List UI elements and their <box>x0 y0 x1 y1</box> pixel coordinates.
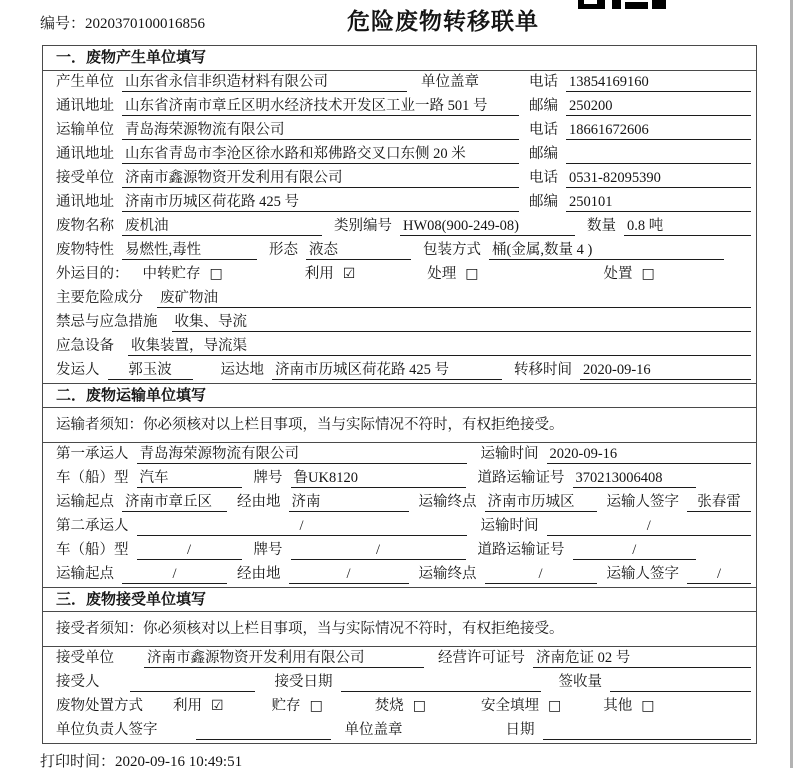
checkbox-icon: □ <box>641 266 655 282</box>
row-head-signature <box>43 719 756 743</box>
purpose-label: 外运目的： <box>56 266 129 282</box>
packing-value: 桶(金属,数量 4 ) <box>489 241 724 260</box>
origin-label: 运输起点 <box>56 566 114 582</box>
transfer-time-label: 转移时间 <box>514 362 572 378</box>
purpose-option-utilize <box>305 265 356 284</box>
row-receiver-address <box>43 191 756 215</box>
receiver-label: 接受单位 <box>56 170 114 186</box>
page-edge-strip <box>790 0 793 768</box>
option-label: 利用 <box>173 698 202 714</box>
endpoint-label: 运输终点 <box>418 566 477 582</box>
row-waste-character <box>43 239 756 263</box>
disposal-option-storage <box>272 697 323 716</box>
row-accept-unit <box>43 647 756 671</box>
endpoint-label: 运输终点 <box>418 494 477 510</box>
origin-label: 运输起点 <box>56 494 114 510</box>
purpose-option-transfer-storage <box>143 265 223 284</box>
disposal-option-utilize <box>173 697 224 716</box>
row-carrier1 <box>43 443 756 467</box>
via-label: 经由地 <box>237 566 281 582</box>
hazard-value: 废矿物油 <box>157 289 751 308</box>
zip-label: 邮编 <box>529 146 558 162</box>
receiver-phone-value: 0531-82095390 <box>566 169 751 188</box>
packing-label: 包装方式 <box>423 242 481 258</box>
disposal-method-label: 废物处置方式 <box>56 698 143 714</box>
vehicle1-value: 汽车 <box>137 469 242 488</box>
phone-label: 电话 <box>529 122 558 138</box>
checkbox-icon: □ <box>309 698 323 714</box>
producer-zip-value: 250200 <box>566 97 751 116</box>
transport-time-label: 运输时间 <box>480 446 539 462</box>
license1-value: 370213006408 <box>573 469 697 488</box>
qr-code-fragment-icon <box>578 0 666 10</box>
producer-phone-value: 13854169160 <box>566 73 751 92</box>
row-waste-name <box>43 215 756 239</box>
section1-title: 一．废物产生单位填写 <box>43 46 756 71</box>
zip-label: 邮编 <box>529 98 558 114</box>
permit-value: 济南危证 02 号 <box>533 649 751 668</box>
address-label: 通讯地址 <box>56 146 114 162</box>
row-vehicle2 <box>43 539 756 563</box>
license2-value: / <box>573 541 697 560</box>
purpose-option-dispose <box>604 265 655 284</box>
option-label: 利用 <box>304 266 334 282</box>
accept-unit-label: 接受单位 <box>56 650 114 666</box>
receiver-zip-value: 250101 <box>566 193 751 212</box>
unit-seal-label: 单位盖章 <box>421 74 479 90</box>
option-label: 处置 <box>603 266 633 282</box>
signed-amount-label: 签收量 <box>558 674 602 690</box>
destination-value: 济南市历城区荷花路 425 号 <box>272 361 502 380</box>
print-time-label: 打印时间： <box>40 754 116 770</box>
unit-seal-label: 单位盖章 <box>344 722 403 738</box>
accept-person-value <box>130 673 255 692</box>
transporter-label: 运输单位 <box>56 122 114 138</box>
transport-time-label: 运输时间 <box>480 518 539 534</box>
row-route2 <box>43 563 756 587</box>
disposal-option-incinerate <box>375 697 426 716</box>
character-label: 废物特性 <box>56 242 114 258</box>
option-label: 安全填埋 <box>481 698 540 714</box>
row-receiver <box>43 167 756 191</box>
address-label: 通讯地址 <box>56 98 114 114</box>
row-producer-address <box>43 95 756 119</box>
row-carrier2 <box>43 515 756 539</box>
option-label: 贮存 <box>271 698 301 714</box>
carrier1-time-value: 2020-09-16 <box>547 445 752 464</box>
quantity-label: 数量 <box>587 218 616 234</box>
equipment-label: 应急设备 <box>56 338 114 354</box>
transporter-address-value: 山东省青岛市李沧区徐水路和郑佛路交叉口东侧 20 米 <box>122 145 519 164</box>
head-sign-value <box>196 721 331 740</box>
producer-address-value: 山东省济南市章丘区明水经济技术开发区工业一路 501 号 <box>122 97 519 116</box>
option-label: 焚烧 <box>374 698 404 714</box>
transporter-zip-value <box>566 145 751 164</box>
vehicle-type-label: 车（船）型 <box>56 470 129 486</box>
row-purpose <box>43 263 756 287</box>
hazard-label: 主要危险成分 <box>56 290 143 306</box>
manifest-form <box>42 45 757 744</box>
category-label: 类别编号 <box>334 218 392 234</box>
transfer-time-value: 2020-09-16 <box>580 361 751 380</box>
checkbox-checked-icon: ☑ <box>342 266 356 282</box>
option-label: 处理 <box>427 266 457 282</box>
via-label: 经由地 <box>237 494 281 510</box>
doc-number-label: 编号： <box>40 16 86 32</box>
plate2-value: / <box>291 541 466 560</box>
vehicle2-value: / <box>137 541 242 560</box>
checkbox-icon: □ <box>641 698 655 714</box>
checkbox-checked-icon: ☑ <box>211 698 224 714</box>
receiver-notice: 接受者须知：你必须核对以上栏目事项，当与实际情况不符时，有权拒绝接受。 <box>43 612 756 647</box>
receiver-value: 济南市鑫源物资开发利用有限公司 <box>122 169 519 188</box>
date-value <box>543 721 752 740</box>
form-label: 形态 <box>269 242 298 258</box>
page-title: 危险废物转移联单 <box>347 9 539 34</box>
row-transporter <box>43 119 756 143</box>
checkbox-icon: □ <box>412 698 427 714</box>
via1-value: 济南 <box>289 493 409 512</box>
accept-date-label: 接受日期 <box>274 674 333 690</box>
transporter-phone-value: 18661672606 <box>566 121 751 140</box>
equipment-value: 收集装置，导流渠 <box>128 337 751 356</box>
carrier1-sign-value: 张春雷 <box>687 493 751 512</box>
zip-label: 邮编 <box>529 194 558 210</box>
producer-value: 山东省永信非织造材料有限公司 <box>122 73 407 92</box>
checkbox-icon: □ <box>548 698 562 714</box>
plate-label: 牌号 <box>253 470 283 486</box>
taboo-label: 禁忌与应急措施 <box>56 314 158 330</box>
receiver-address-value: 济南市历城区荷花路 425 号 <box>122 193 519 212</box>
carrier2-time-value: / <box>547 517 752 536</box>
endpoint2-value: / <box>485 565 597 584</box>
checkbox-icon: □ <box>465 266 479 282</box>
origin2-value: / <box>122 565 227 584</box>
category-value: HW08(900-249-08) <box>400 217 575 236</box>
taboo-value: 收集、导流 <box>172 313 752 332</box>
address-label: 通讯地址 <box>56 194 114 210</box>
print-time-value: 2020-09-16 10:49:51 <box>115 754 243 770</box>
row-vehicle1 <box>43 467 756 491</box>
checkbox-icon: □ <box>209 266 223 282</box>
vehicle-type-label: 车（船）型 <box>56 542 129 558</box>
date-label: 日期 <box>505 722 535 738</box>
plate1-value: 鲁UK8120 <box>291 469 466 488</box>
destination-label: 运达地 <box>220 362 264 378</box>
carrier2-value: / <box>137 517 467 536</box>
option-label: 其他 <box>603 698 633 714</box>
row-transporter-address <box>43 143 756 167</box>
row-disposal-method <box>43 695 756 719</box>
row-taboo-measures <box>43 311 756 335</box>
phone-label: 电话 <box>529 74 558 90</box>
section2-title: 二．废物运输单位填写 <box>43 383 756 408</box>
transporter-value: 青岛海荣源物流有限公司 <box>122 121 519 140</box>
shipper-label: 发运人 <box>56 362 100 378</box>
carrier-sign-label: 运输人签字 <box>606 566 679 582</box>
character-value: 易燃性,毒性 <box>122 241 257 260</box>
shipper-value: 郭玉波 <box>108 361 193 380</box>
quantity-value: 0.8 吨 <box>624 217 751 236</box>
road-license-label: 道路运输证号 <box>477 470 565 486</box>
head-sign-label: 单位负责人签字 <box>56 722 158 738</box>
road-license-label: 道路运输证号 <box>477 542 565 558</box>
accept-unit-value: 济南市鑫源物资开发利用有限公司 <box>144 649 424 668</box>
signed-amount-value <box>610 673 751 692</box>
carrier-sign-label: 运输人签字 <box>606 494 679 510</box>
producer-label: 产生单位 <box>56 74 114 90</box>
via2-value: / <box>289 565 409 584</box>
row-emergency-equipment <box>43 335 756 359</box>
row-route1 <box>43 491 756 515</box>
form-value: 液态 <box>306 241 411 260</box>
row-shipper <box>43 359 756 383</box>
carrier2-label: 第二承运人 <box>56 518 129 534</box>
disposal-option-other <box>603 697 654 716</box>
plate-label: 牌号 <box>253 542 283 558</box>
accept-date-value <box>341 673 541 692</box>
carrier1-value: 青岛海荣源物流有限公司 <box>137 445 467 464</box>
doc-number-value: 2020370100016856 <box>85 16 206 32</box>
accept-person-label: 接受人 <box>56 674 100 690</box>
permit-label: 经营许可证号 <box>438 650 525 666</box>
origin1-value: 济南市章丘区 <box>122 493 227 512</box>
carrier2-sign-value: / <box>687 565 751 584</box>
phone-label: 电话 <box>529 170 558 186</box>
transporter-notice: 运输者须知：你必须核对以上栏目事项，当与实际情况不符时，有权拒绝接受。 <box>43 408 756 443</box>
row-producer <box>43 71 756 95</box>
waste-name-value: 废机油 <box>122 217 322 236</box>
carrier1-label: 第一承运人 <box>56 446 129 462</box>
waste-name-label: 废物名称 <box>56 218 114 234</box>
row-accept-person <box>43 671 756 695</box>
section3-title: 三．废物接受单位填写 <box>43 587 756 612</box>
endpoint1-value: 济南市历城区 <box>485 493 597 512</box>
option-label: 中转贮存 <box>142 266 201 282</box>
disposal-option-landfill <box>481 697 561 716</box>
row-hazard-component <box>43 287 756 311</box>
purpose-option-treat <box>427 265 478 284</box>
